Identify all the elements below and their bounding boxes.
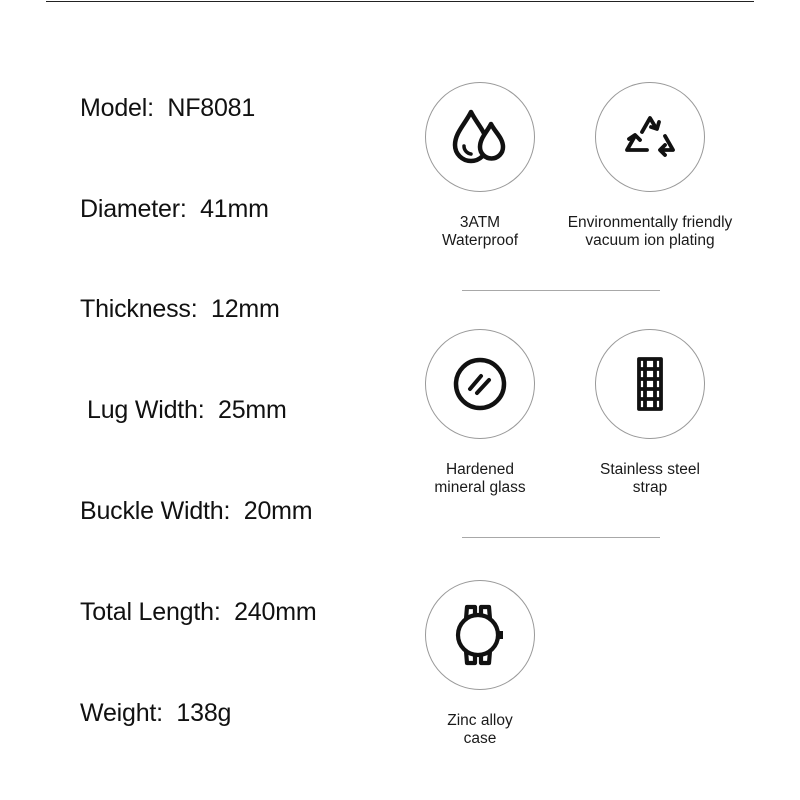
mineral-glass-icon (445, 349, 515, 419)
spec-total-length (80, 597, 316, 627)
caption-line: Stainless steel (600, 461, 700, 478)
spec-value: 25mm (218, 396, 287, 424)
caption-line: strap (632, 479, 668, 496)
spec-label: Model: (80, 94, 154, 122)
section-divider (462, 290, 660, 291)
feature-icon-circle (425, 82, 535, 192)
section-divider (462, 537, 660, 538)
feature-caption (560, 214, 740, 250)
spec-buckle-width (80, 496, 312, 526)
spec-value: 41mm (200, 195, 269, 223)
spec-label: Weight: (80, 699, 163, 727)
caption-line: Zinc alloy (447, 712, 513, 729)
spec-lug-width (87, 395, 287, 425)
spec-model (80, 93, 255, 123)
watch-case-icon (440, 595, 520, 675)
spec-label: Total Length: (80, 598, 221, 626)
caption-line: mineral glass (434, 479, 526, 496)
spec-label: Lug Width: (87, 396, 205, 424)
feature-icon-circle (425, 329, 535, 439)
spec-label: Buckle Width: (80, 497, 231, 525)
spec-value: 240mm (234, 598, 317, 626)
spec-value: 138g (176, 699, 232, 727)
feature-caption (390, 712, 570, 748)
spec-label: Thickness: (80, 295, 198, 323)
feature-caption (560, 461, 740, 497)
feature-icon-circle (595, 82, 705, 192)
spec-value: 20mm (243, 497, 313, 525)
steel-strap-icon (615, 349, 685, 419)
water-drops-icon (445, 102, 515, 172)
feature-icon-circle (595, 329, 705, 439)
caption-line: 3ATM (459, 214, 501, 231)
caption-line: Environmentally friendly (567, 214, 733, 231)
spec-diameter (80, 194, 269, 224)
spec-label: Diameter: (80, 195, 187, 223)
spec-value: 12mm (210, 295, 280, 323)
spec-thickness (80, 294, 280, 324)
spec-weight (80, 698, 231, 728)
caption-line: vacuum ion plating (585, 232, 715, 249)
top-divider (46, 1, 754, 2)
feature-icon-circle (425, 580, 535, 690)
recycle-icon (615, 102, 685, 172)
spec-value: NF8081 (167, 94, 256, 122)
caption-line: Hardened (445, 461, 515, 478)
feature-caption (390, 214, 570, 250)
caption-line: case (463, 730, 497, 747)
caption-line: Waterproof (441, 232, 519, 249)
feature-caption (390, 461, 570, 497)
